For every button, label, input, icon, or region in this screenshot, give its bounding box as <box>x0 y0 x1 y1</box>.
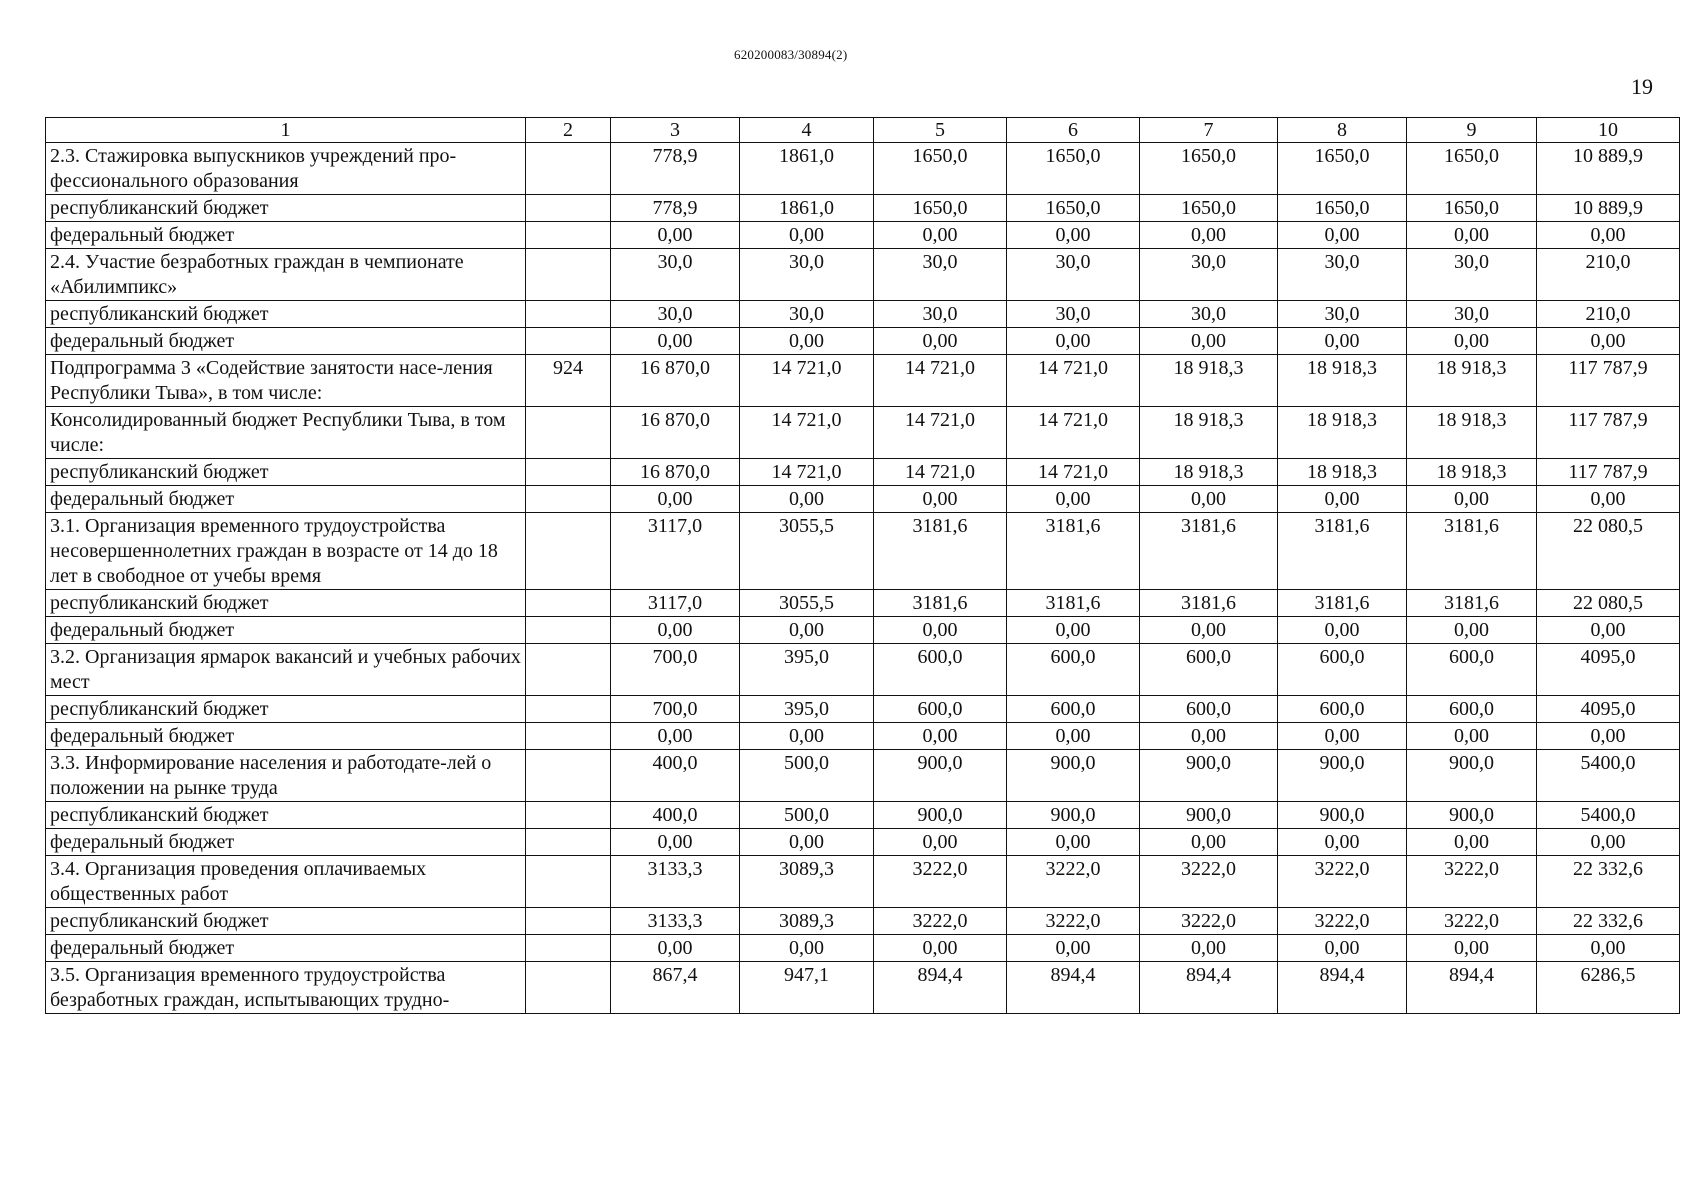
value-cell: 600,0 <box>1140 644 1278 696</box>
value-cell: 0,00 <box>740 222 874 249</box>
column-number: 3 <box>611 118 740 143</box>
value-cell: 0,00 <box>874 617 1007 644</box>
value-cell: 900,0 <box>1278 802 1407 829</box>
value-cell: 3117,0 <box>611 590 740 617</box>
value-cell: 5400,0 <box>1537 750 1680 802</box>
value-cell: 1650,0 <box>874 195 1007 222</box>
value-cell: 14 721,0 <box>1007 459 1140 486</box>
value-cell: 947,1 <box>740 962 874 1014</box>
column-number: 2 <box>526 118 611 143</box>
row-label: федеральный бюджет <box>46 328 526 355</box>
value-cell: 0,00 <box>611 486 740 513</box>
value-cell: 3222,0 <box>1140 908 1278 935</box>
value-cell: 0,00 <box>1140 222 1278 249</box>
value-cell: 600,0 <box>1007 644 1140 696</box>
value-cell: 3222,0 <box>874 908 1007 935</box>
value-cell: 900,0 <box>1278 750 1407 802</box>
value-cell: 0,00 <box>874 829 1007 856</box>
row-label: федеральный бюджет <box>46 486 526 513</box>
value-cell: 3089,3 <box>740 856 874 908</box>
table-row <box>46 407 1680 459</box>
value-cell: 30,0 <box>611 301 740 328</box>
value-cell: 1861,0 <box>740 143 874 195</box>
table-row <box>46 195 1680 222</box>
value-cell: 3181,6 <box>1278 513 1407 590</box>
value-cell: 18 918,3 <box>1140 407 1278 459</box>
value-cell: 0,00 <box>1278 328 1407 355</box>
value-cell: 3222,0 <box>1407 908 1537 935</box>
value-cell: 3117,0 <box>611 513 740 590</box>
column-number: 7 <box>1140 118 1278 143</box>
value-cell: 0,00 <box>874 935 1007 962</box>
value-cell: 867,4 <box>611 962 740 1014</box>
table-row <box>46 802 1680 829</box>
value-cell: 3181,6 <box>1407 513 1537 590</box>
value-cell: 894,4 <box>874 962 1007 1014</box>
row-label: 3.3. Информирование населения и работодате-лей о положении на рынке труда <box>46 750 526 802</box>
value-cell: 3222,0 <box>1007 856 1140 908</box>
value-cell: 14 721,0 <box>1007 355 1140 407</box>
row-code <box>526 590 611 617</box>
row-code <box>526 935 611 962</box>
value-cell: 0,00 <box>1537 222 1680 249</box>
value-cell: 0,00 <box>1537 328 1680 355</box>
table-row <box>46 696 1680 723</box>
value-cell: 0,00 <box>740 723 874 750</box>
table-row <box>46 962 1680 1014</box>
value-cell: 1650,0 <box>874 143 1007 195</box>
row-code <box>526 617 611 644</box>
value-cell: 30,0 <box>1007 301 1140 328</box>
value-cell: 1650,0 <box>1140 195 1278 222</box>
value-cell: 1650,0 <box>1278 143 1407 195</box>
column-number-row <box>46 118 1680 143</box>
table-row <box>46 723 1680 750</box>
value-cell: 6286,5 <box>1537 962 1680 1014</box>
row-label: федеральный бюджет <box>46 935 526 962</box>
value-cell: 5400,0 <box>1537 802 1680 829</box>
value-cell: 400,0 <box>611 802 740 829</box>
row-label: 2.4. Участие безработных граждан в чемпионате «Абилимпикс» <box>46 249 526 301</box>
row-label: 3.1. Организация временного трудоустройства несовершеннолетних граждан в возрасте от 14 до 18 лет в свободное от учебы время <box>46 513 526 590</box>
value-cell: 0,00 <box>1278 723 1407 750</box>
value-cell: 600,0 <box>1140 696 1278 723</box>
value-cell: 0,00 <box>1537 486 1680 513</box>
value-cell: 16 870,0 <box>611 407 740 459</box>
value-cell: 600,0 <box>1407 644 1537 696</box>
value-cell: 0,00 <box>1140 486 1278 513</box>
table-row <box>46 355 1680 407</box>
row-label: Подпрограмма 3 «Содействие занятости насе-ления Республики Тыва», в том числе: <box>46 355 526 407</box>
value-cell: 778,9 <box>611 143 740 195</box>
row-code <box>526 802 611 829</box>
value-cell: 18 918,3 <box>1140 459 1278 486</box>
value-cell: 0,00 <box>1007 328 1140 355</box>
value-cell: 30,0 <box>1278 249 1407 301</box>
value-cell: 900,0 <box>1007 802 1140 829</box>
value-cell: 900,0 <box>1140 802 1278 829</box>
value-cell: 14 721,0 <box>1007 407 1140 459</box>
column-number: 10 <box>1537 118 1680 143</box>
value-cell: 3181,6 <box>1007 590 1140 617</box>
value-cell: 18 918,3 <box>1407 459 1537 486</box>
row-code: 924 <box>526 355 611 407</box>
value-cell: 900,0 <box>1140 750 1278 802</box>
value-cell: 778,9 <box>611 195 740 222</box>
table-row <box>46 750 1680 802</box>
value-cell: 30,0 <box>874 249 1007 301</box>
value-cell: 3181,6 <box>874 590 1007 617</box>
value-cell: 3055,5 <box>740 513 874 590</box>
value-cell: 4095,0 <box>1537 696 1680 723</box>
value-cell: 10 889,9 <box>1537 195 1680 222</box>
value-cell: 117 787,9 <box>1537 407 1680 459</box>
value-cell: 14 721,0 <box>874 459 1007 486</box>
row-code <box>526 962 611 1014</box>
value-cell: 900,0 <box>874 802 1007 829</box>
row-code <box>526 486 611 513</box>
table-row <box>46 301 1680 328</box>
value-cell: 0,00 <box>1140 935 1278 962</box>
value-cell: 18 918,3 <box>1407 407 1537 459</box>
value-cell: 0,00 <box>1007 829 1140 856</box>
row-label: 3.2. Организация ярмарок вакансий и учебных рабочих мест <box>46 644 526 696</box>
row-code <box>526 908 611 935</box>
table-row <box>46 644 1680 696</box>
value-cell: 14 721,0 <box>740 355 874 407</box>
value-cell: 30,0 <box>740 301 874 328</box>
value-cell: 0,00 <box>740 486 874 513</box>
row-label: республиканский бюджет <box>46 459 526 486</box>
row-code <box>526 459 611 486</box>
table-row <box>46 249 1680 301</box>
value-cell: 900,0 <box>1407 802 1537 829</box>
value-cell: 400,0 <box>611 750 740 802</box>
value-cell: 600,0 <box>1278 696 1407 723</box>
value-cell: 3222,0 <box>1407 856 1537 908</box>
value-cell: 0,00 <box>1140 829 1278 856</box>
row-code <box>526 856 611 908</box>
value-cell: 0,00 <box>1278 486 1407 513</box>
value-cell: 0,00 <box>611 222 740 249</box>
value-cell: 16 870,0 <box>611 459 740 486</box>
value-cell: 3222,0 <box>1007 908 1140 935</box>
column-number: 6 <box>1007 118 1140 143</box>
row-label: республиканский бюджет <box>46 301 526 328</box>
column-number: 4 <box>740 118 874 143</box>
value-cell: 30,0 <box>1407 301 1537 328</box>
value-cell: 0,00 <box>1407 328 1537 355</box>
value-cell: 22 080,5 <box>1537 590 1680 617</box>
budget-table <box>45 117 1680 1014</box>
value-cell: 30,0 <box>1407 249 1537 301</box>
value-cell: 700,0 <box>611 696 740 723</box>
value-cell: 0,00 <box>1278 617 1407 644</box>
row-code <box>526 407 611 459</box>
value-cell: 894,4 <box>1278 962 1407 1014</box>
value-cell: 0,00 <box>1007 222 1140 249</box>
row-label: 3.4. Организация проведения оплачиваемых общественных работ <box>46 856 526 908</box>
value-cell: 894,4 <box>1140 962 1278 1014</box>
value-cell: 1650,0 <box>1407 143 1537 195</box>
column-number: 1 <box>46 118 526 143</box>
value-cell: 894,4 <box>1007 962 1140 1014</box>
value-cell: 3222,0 <box>1140 856 1278 908</box>
value-cell: 0,00 <box>1140 723 1278 750</box>
value-cell: 600,0 <box>874 696 1007 723</box>
value-cell: 700,0 <box>611 644 740 696</box>
value-cell: 18 918,3 <box>1407 355 1537 407</box>
value-cell: 0,00 <box>1537 829 1680 856</box>
row-label: республиканский бюджет <box>46 590 526 617</box>
row-code <box>526 696 611 723</box>
row-label: федеральный бюджет <box>46 829 526 856</box>
row-label: республиканский бюджет <box>46 908 526 935</box>
row-label: 2.3. Стажировка выпускников учреждений про-фессионального образования <box>46 143 526 195</box>
value-cell: 0,00 <box>740 935 874 962</box>
row-code <box>526 143 611 195</box>
table-row <box>46 513 1680 590</box>
value-cell: 1650,0 <box>1007 195 1140 222</box>
value-cell: 1650,0 <box>1407 195 1537 222</box>
value-cell: 3222,0 <box>1278 908 1407 935</box>
value-cell: 1650,0 <box>1140 143 1278 195</box>
value-cell: 14 721,0 <box>740 407 874 459</box>
value-cell: 3181,6 <box>1407 590 1537 617</box>
value-cell: 30,0 <box>1140 249 1278 301</box>
table-row <box>46 222 1680 249</box>
table-body <box>46 118 1680 1014</box>
value-cell: 0,00 <box>1278 829 1407 856</box>
value-cell: 900,0 <box>1007 750 1140 802</box>
value-cell: 18 918,3 <box>1278 459 1407 486</box>
value-cell: 0,00 <box>874 222 1007 249</box>
value-cell: 30,0 <box>1278 301 1407 328</box>
value-cell: 0,00 <box>740 328 874 355</box>
value-cell: 1650,0 <box>1007 143 1140 195</box>
value-cell: 0,00 <box>874 486 1007 513</box>
value-cell: 600,0 <box>1007 696 1140 723</box>
value-cell: 0,00 <box>1007 723 1140 750</box>
value-cell: 3133,3 <box>611 856 740 908</box>
value-cell: 0,00 <box>1140 617 1278 644</box>
row-code <box>526 222 611 249</box>
value-cell: 3181,6 <box>1278 590 1407 617</box>
value-cell: 894,4 <box>1407 962 1537 1014</box>
row-code <box>526 829 611 856</box>
value-cell: 0,00 <box>611 829 740 856</box>
value-cell: 10 889,9 <box>1537 143 1680 195</box>
value-cell: 600,0 <box>1278 644 1407 696</box>
value-cell: 600,0 <box>874 644 1007 696</box>
value-cell: 117 787,9 <box>1537 355 1680 407</box>
table-row <box>46 143 1680 195</box>
value-cell: 0,00 <box>1007 617 1140 644</box>
value-cell: 22 080,5 <box>1537 513 1680 590</box>
value-cell: 900,0 <box>874 750 1007 802</box>
value-cell: 4095,0 <box>1537 644 1680 696</box>
value-cell: 0,00 <box>1407 617 1537 644</box>
value-cell: 0,00 <box>740 829 874 856</box>
value-cell: 14 721,0 <box>874 355 1007 407</box>
row-label: республиканский бюджет <box>46 696 526 723</box>
table-row <box>46 590 1680 617</box>
column-number: 8 <box>1278 118 1407 143</box>
value-cell: 3181,6 <box>1140 513 1278 590</box>
table-row <box>46 459 1680 486</box>
row-code <box>526 301 611 328</box>
value-cell: 18 918,3 <box>1140 355 1278 407</box>
value-cell: 3181,6 <box>1140 590 1278 617</box>
row-label: республиканский бюджет <box>46 802 526 829</box>
table-row <box>46 328 1680 355</box>
value-cell: 0,00 <box>611 723 740 750</box>
value-cell: 0,00 <box>1278 222 1407 249</box>
value-cell: 30,0 <box>740 249 874 301</box>
value-cell: 3089,3 <box>740 908 874 935</box>
value-cell: 14 721,0 <box>874 407 1007 459</box>
value-cell: 0,00 <box>1407 935 1537 962</box>
row-label: федеральный бюджет <box>46 617 526 644</box>
table-row <box>46 829 1680 856</box>
value-cell: 3222,0 <box>874 856 1007 908</box>
page-number: 19 <box>1631 74 1653 99</box>
value-cell: 3181,6 <box>1007 513 1140 590</box>
value-cell: 0,00 <box>611 328 740 355</box>
value-cell: 0,00 <box>611 617 740 644</box>
row-label: республиканский бюджет <box>46 195 526 222</box>
row-code <box>526 644 611 696</box>
value-cell: 0,00 <box>1007 935 1140 962</box>
value-cell: 210,0 <box>1537 249 1680 301</box>
value-cell: 395,0 <box>740 696 874 723</box>
table-row <box>46 856 1680 908</box>
value-cell: 30,0 <box>1140 301 1278 328</box>
row-code <box>526 513 611 590</box>
value-cell: 18 918,3 <box>1278 355 1407 407</box>
value-cell: 16 870,0 <box>611 355 740 407</box>
value-cell: 500,0 <box>740 802 874 829</box>
value-cell: 0,00 <box>1278 935 1407 962</box>
value-cell: 1650,0 <box>1278 195 1407 222</box>
value-cell: 0,00 <box>1140 328 1278 355</box>
value-cell: 210,0 <box>1537 301 1680 328</box>
value-cell: 500,0 <box>740 750 874 802</box>
value-cell: 0,00 <box>874 328 1007 355</box>
value-cell: 0,00 <box>1007 486 1140 513</box>
table-row <box>46 486 1680 513</box>
value-cell: 0,00 <box>1537 617 1680 644</box>
value-cell: 0,00 <box>1537 935 1680 962</box>
value-cell: 14 721,0 <box>740 459 874 486</box>
row-label: Консолидированный бюджет Республики Тыва, в том числе: <box>46 407 526 459</box>
row-code <box>526 723 611 750</box>
column-number: 9 <box>1407 118 1537 143</box>
value-cell: 18 918,3 <box>1278 407 1407 459</box>
value-cell: 0,00 <box>1407 723 1537 750</box>
value-cell: 117 787,9 <box>1537 459 1680 486</box>
row-label: 3.5. Организация временного трудоустройства безработных граждан, испытывающих трудно- <box>46 962 526 1014</box>
value-cell: 22 332,6 <box>1537 908 1680 935</box>
value-cell: 3222,0 <box>1278 856 1407 908</box>
value-cell: 30,0 <box>611 249 740 301</box>
row-code <box>526 195 611 222</box>
document-code: 620200083/30894(2) <box>734 47 848 62</box>
value-cell: 0,00 <box>1407 486 1537 513</box>
row-code <box>526 249 611 301</box>
value-cell: 3055,5 <box>740 590 874 617</box>
value-cell: 30,0 <box>1007 249 1140 301</box>
table-row <box>46 908 1680 935</box>
value-cell: 0,00 <box>1407 829 1537 856</box>
value-cell: 3133,3 <box>611 908 740 935</box>
row-code <box>526 328 611 355</box>
value-cell: 30,0 <box>874 301 1007 328</box>
value-cell: 0,00 <box>611 935 740 962</box>
value-cell: 3181,6 <box>874 513 1007 590</box>
value-cell: 395,0 <box>740 644 874 696</box>
value-cell: 22 332,6 <box>1537 856 1680 908</box>
value-cell: 1861,0 <box>740 195 874 222</box>
value-cell: 0,00 <box>740 617 874 644</box>
value-cell: 0,00 <box>1407 222 1537 249</box>
table-row <box>46 617 1680 644</box>
table-row <box>46 935 1680 962</box>
value-cell: 0,00 <box>874 723 1007 750</box>
value-cell: 0,00 <box>1537 723 1680 750</box>
row-label: федеральный бюджет <box>46 723 526 750</box>
row-code <box>526 750 611 802</box>
column-number: 5 <box>874 118 1007 143</box>
value-cell: 600,0 <box>1407 696 1537 723</box>
value-cell: 900,0 <box>1407 750 1537 802</box>
row-label: федеральный бюджет <box>46 222 526 249</box>
